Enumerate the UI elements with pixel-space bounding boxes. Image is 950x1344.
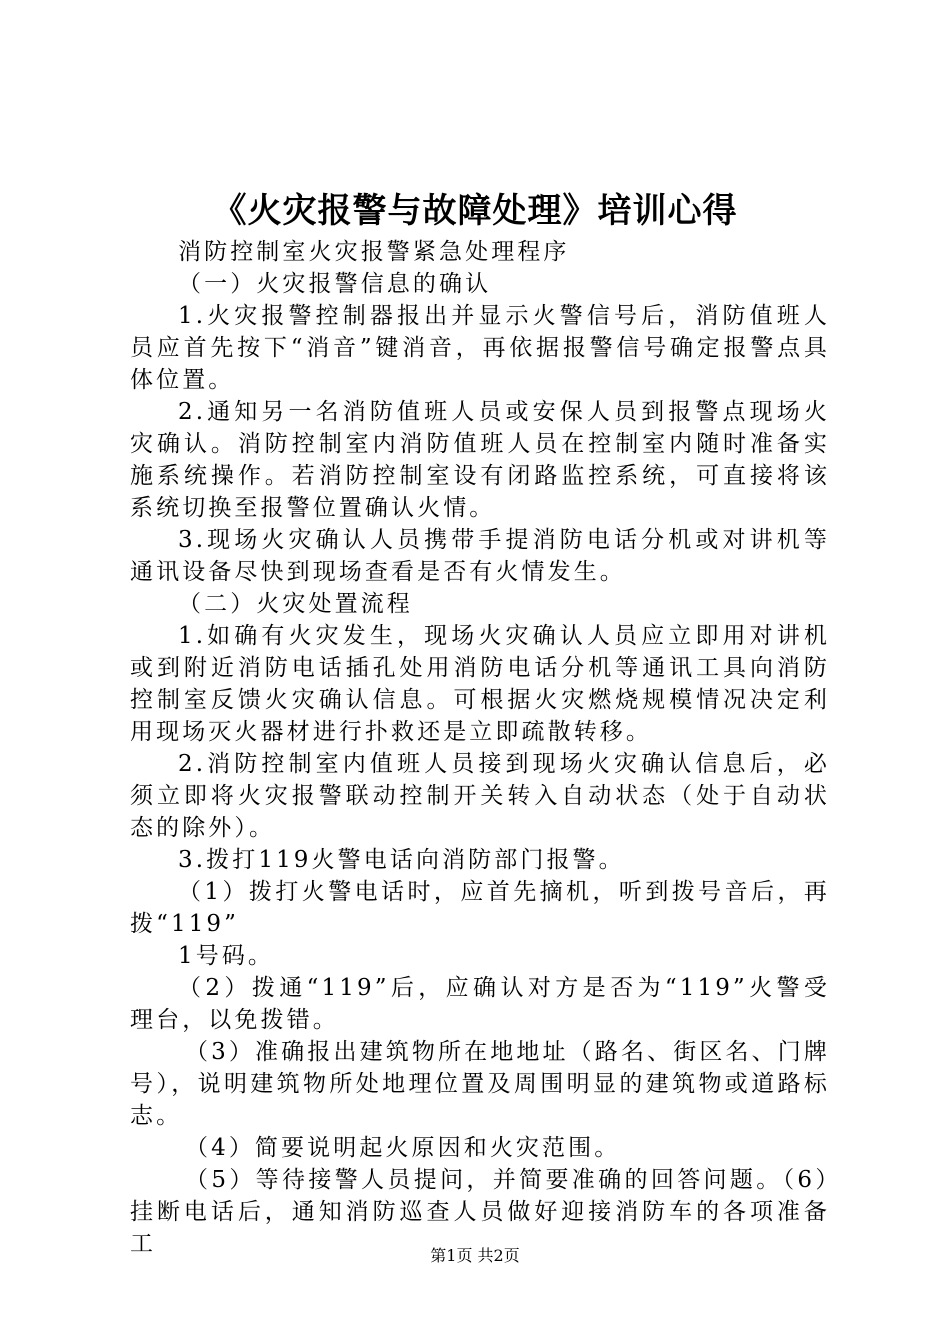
section-heading-process: （二）火灾处置流程: [178, 591, 413, 617]
paragraph-confirm-3: 3.现场火灾确认人员携带手提消防电话分机或对讲机等通讯设备尽快到现场查看是否有火情发生。: [130, 527, 830, 585]
paragraph-heading: 消防控制室火灾报警紧急处理程序: [178, 239, 570, 265]
paragraph-call-2: （2）拨通“119”后，应确认对方是否为“119”火警受理台，以免拨错。: [130, 975, 830, 1033]
paragraph-call-4: （4）简要说明起火原因和火灾范围。: [185, 1135, 621, 1161]
paragraph-confirm-2: 2.通知另一名消防值班人员或安保人员到报警点现场火灾确认。消防控制室内消防值班人员在控制室内随时准备实施系统操作。若消防控制室设有闭路监控系统，可直接将该系统切换至报警位置确认火情。: [130, 399, 830, 521]
paragraph-process-3: 3.拨打119火警电话向消防部门报警。: [178, 847, 625, 873]
paragraph-call-1: （1）拨打火警电话时，应首先摘机，听到拨号音后，再拨“119”: [130, 879, 830, 937]
document-body: [130, 236, 830, 1260]
paragraph-call-1-cont: 1号码。: [178, 943, 275, 969]
paragraph-process-2: 2.消防控制室内值班人员接到现场火灾确认信息后，必须立即将火灾报警联动控制开关转入自动状态（处于自动状态的除外）。: [130, 751, 830, 841]
page-footer: 第1页 共2页: [430, 1246, 520, 1265]
paragraph-call-5: （5）等待接警人员提问，并简要准确的回答问题。（6）挂断电话后，通知消防巡查人员做好迎接消防车的各项准备工: [130, 1167, 830, 1257]
paragraph-call-3: （3）准确报出建筑物所在地地址（路名、街区名、门牌号），说明建筑物所处地理位置及周围明显的建筑物或道路标志。: [130, 1039, 830, 1129]
paragraph-process-1: 1.如确有火灾发生，现场火灾确认人员应立即用对讲机或到附近消防电话插孔处用消防电话分机等通讯工具向消防控制室反馈火灾确认信息。可根据火灾燃烧规模情况决定利用现场灭火器材进行扑救还是立即疏散转移。: [130, 623, 830, 745]
document-title: 《火灾报警与故障处理》培训心得: [212, 191, 738, 231]
paragraph-confirm-1: 1.火灾报警控制器报出并显示火警信号后，消防值班人员应首先按下“消音”键消音，再依据报警信号确定报警点具体位置。: [130, 303, 830, 393]
section-heading-confirm: （一）火灾报警信息的确认: [178, 271, 492, 297]
